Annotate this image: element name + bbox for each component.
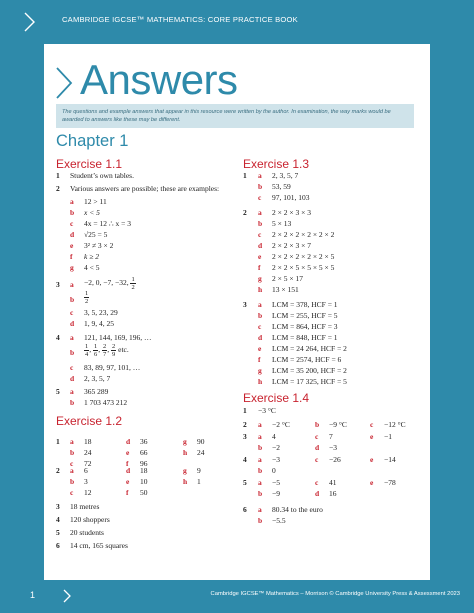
copyright: Cambridge IGCSE™ Mathematics – Morrison © Cambridge University Press & Assessment 2023: [210, 591, 460, 597]
answer: 97, 101, 103: [272, 193, 310, 202]
exercise-1-4-title: Exercise 1.4: [243, 391, 310, 405]
answer: 18 metres: [70, 502, 100, 511]
etc-text: etc.: [118, 345, 129, 355]
q-number: 3: [243, 432, 247, 441]
exercise-1-3-title: Exercise 1.3: [243, 157, 310, 171]
fraction: $\frac{2}{7}$: [103, 343, 107, 358]
part-letter: c: [70, 459, 74, 468]
q-number: 6: [56, 541, 60, 550]
part-letter: c: [70, 488, 74, 497]
answer: LCM = 848, HCF = 1: [272, 333, 338, 342]
part-letter: a: [70, 333, 74, 342]
part-letter: d: [315, 443, 320, 452]
part-letter: f: [70, 252, 73, 261]
page-number: 1: [30, 590, 36, 600]
answer: −1: [384, 432, 392, 441]
part-letter: e: [370, 478, 374, 487]
part-letter: b: [258, 489, 263, 498]
answer: 50: [140, 488, 148, 497]
answer: 9: [197, 466, 201, 475]
part-letter: h: [183, 448, 188, 457]
part-letter: b: [258, 443, 263, 452]
answer: $\frac{1}{4}$ , $\frac{1}{6}$ , $\frac{2}{7}$ , $\frac{2}{9}$ etc.: [85, 343, 129, 358]
answer: 2 × 2 × 5 × 5 × 5 × 5: [272, 263, 335, 272]
answer: 10: [140, 477, 148, 486]
part-letter: b: [70, 348, 75, 357]
q-number: 6: [243, 505, 247, 514]
answer: 80.34 to the euro: [272, 505, 323, 514]
part-letter: e: [70, 241, 74, 250]
chevron-right-icon: [22, 11, 36, 33]
answer: 365 289: [84, 387, 109, 396]
part-letter: b: [70, 208, 75, 217]
answer: 4x = 12 ∴ x = 3: [84, 219, 131, 228]
q-number: 4: [243, 455, 247, 464]
top-banner: [0, 0, 474, 44]
answer: 2, 3, 5, 7: [272, 171, 299, 180]
answer: 2 × 2 × 2 × 2 × 2 × 2: [272, 230, 335, 239]
answer: 20 students: [70, 528, 104, 537]
answer: −5.5: [272, 516, 286, 525]
part-letter: a: [258, 432, 262, 441]
part-letter: d: [126, 466, 131, 475]
q-number: 2: [243, 420, 247, 429]
answer: −2: [272, 443, 280, 452]
q-number: 5: [243, 478, 247, 487]
answer: 72: [84, 459, 92, 468]
q-number: 3: [56, 280, 60, 289]
next-page-chevron-icon[interactable]: [62, 588, 72, 604]
answer: 83, 89, 97, 101, …: [84, 363, 141, 372]
answer: −5: [272, 478, 280, 487]
part-letter: d: [70, 319, 75, 328]
part-letter: g: [183, 466, 187, 475]
answer: 16: [329, 489, 337, 498]
answer: −9 °C: [329, 420, 347, 429]
part-letter: a: [70, 466, 74, 475]
answer: LCM = 255, HCF = 5: [272, 311, 338, 320]
answer: √25 = 5: [84, 230, 108, 239]
part-letter: a: [258, 300, 262, 309]
part-letter: f: [126, 488, 129, 497]
answer: −2, 0, −7, −32, $\frac{1}{2}$: [84, 276, 135, 291]
part-letter: d: [315, 489, 320, 498]
answer: Various answers are possible; these are examples:: [70, 184, 220, 193]
q-number: 2: [243, 208, 247, 217]
part-letter: a: [258, 505, 262, 514]
chapter-title: Chapter 1: [56, 132, 129, 150]
answer: [84, 290, 89, 305]
exercise-1-2-title: Exercise 1.2: [56, 414, 123, 428]
part-letter: b: [70, 477, 75, 486]
q-number: 5: [56, 387, 60, 396]
answer: −26: [329, 455, 341, 464]
part-letter: b: [258, 311, 263, 320]
q-number: 3: [56, 502, 60, 511]
answer: 2 × 2 × 3 × 3: [272, 208, 311, 217]
part-letter: a: [70, 197, 74, 206]
author-note: The questions and example answers that appear in this resource were written by the author. In examination, the way marks would be awarded to answers like these may be different.: [56, 104, 414, 128]
answer: 18: [84, 437, 92, 446]
part-letter: b: [258, 466, 263, 475]
answer: 13 × 151: [272, 285, 299, 294]
part-letter: c: [370, 420, 374, 429]
q-number: 5: [56, 528, 60, 537]
answer: 0: [272, 466, 276, 475]
answer: 4 < 5: [84, 263, 100, 272]
q-number: 1: [243, 406, 247, 415]
q-number: 2: [56, 466, 60, 475]
part-letter: a: [70, 280, 74, 289]
answer: 14 cm, 165 squares: [70, 541, 128, 550]
answer: x < 5: [84, 208, 100, 217]
page-heading: Answers: [80, 56, 238, 103]
answer: −9: [272, 489, 280, 498]
answer: 36: [140, 437, 148, 446]
part-letter: d: [70, 230, 75, 239]
answer: 3: [84, 477, 88, 486]
part-letter: g: [258, 274, 262, 283]
chevron-right-icon: [54, 66, 74, 100]
part-letter: e: [370, 432, 374, 441]
part-letter: e: [370, 455, 374, 464]
part-letter: c: [315, 432, 319, 441]
answer: 96: [140, 459, 148, 468]
answer: −2 °C: [272, 420, 290, 429]
q-number: 3: [243, 300, 247, 309]
answer: LCM = 864, HCF = 3: [272, 322, 338, 331]
part-letter: c: [258, 230, 262, 239]
part-letter: f: [126, 459, 129, 468]
answer: 53, 59: [272, 182, 291, 191]
part-letter: d: [258, 333, 263, 342]
part-letter: b: [258, 182, 263, 191]
answer: 18: [140, 466, 148, 475]
q-number: 1: [56, 171, 60, 180]
answer: 5 × 13: [272, 219, 292, 228]
answer: 1, 9, 4, 25: [84, 319, 114, 328]
part-letter: b: [70, 398, 75, 407]
part-letter: c: [315, 478, 319, 487]
fraction: $\frac{2}{9}$: [112, 343, 116, 358]
answer: k ≥ 2: [84, 252, 99, 261]
part-letter: e: [258, 344, 262, 353]
part-letter: e: [126, 477, 130, 486]
q-number: 1: [243, 171, 247, 180]
part-letter: a: [258, 455, 262, 464]
answer: 12 > 11: [84, 197, 107, 206]
part-letter: h: [183, 477, 188, 486]
part-letter: g: [183, 437, 187, 446]
part-letter: a: [258, 420, 262, 429]
part-letter: b: [258, 516, 263, 525]
book-title: CAMBRIDGE IGCSE™ MATHEMATICS: CORE PRACTICE BOOK: [62, 15, 298, 24]
part-letter: c: [258, 322, 262, 331]
answer: −14: [384, 455, 396, 464]
part-letter: a: [70, 387, 74, 396]
answer: 2 × 5 × 17: [272, 274, 303, 283]
part-letter: b: [70, 295, 75, 304]
fraction: $\frac{1}{4}$: [85, 343, 89, 358]
q-number: 4: [56, 515, 60, 524]
answer: −3 °C: [258, 406, 276, 415]
answer: LCM = 378, HCF = 1: [272, 300, 338, 309]
part-letter: f: [258, 355, 261, 364]
part-letter: f: [258, 263, 261, 272]
part-letter: g: [70, 263, 74, 272]
answer: 3² ≠ 3 × 2: [84, 241, 114, 250]
answer: 6: [84, 466, 88, 475]
part-letter: d: [258, 241, 263, 250]
part-letter: h: [258, 377, 263, 386]
fraction: $\frac{1}{2}$: [131, 276, 135, 291]
part-letter: g: [258, 366, 262, 375]
answer: 2 × 2 × 2 × 2 × 2 × 5: [272, 252, 335, 261]
answer: 4: [272, 432, 276, 441]
answer: 3, 5, 23, 29: [84, 308, 118, 317]
part-letter: c: [70, 308, 74, 317]
part-letter: c: [70, 219, 74, 228]
answer: LCM = 2574, HCF = 6: [272, 355, 342, 364]
answer: 24: [197, 448, 205, 457]
fraction: $\frac{1}{2}$: [85, 290, 89, 305]
part-letter: c: [315, 455, 319, 464]
part-letter: a: [258, 208, 262, 217]
part-letter: b: [70, 448, 75, 457]
answer: 7: [329, 432, 333, 441]
exercise-1-1-title: Exercise 1.1: [56, 157, 123, 171]
answer: 41: [329, 478, 337, 487]
answer: 2 × 2 × 3 × 7: [272, 241, 311, 250]
answer: 66: [140, 448, 148, 457]
answer: 90: [197, 437, 205, 446]
part-letter: e: [258, 252, 262, 261]
part-letter: b: [315, 420, 320, 429]
answer: 1: [197, 477, 201, 486]
answer: −3: [329, 443, 337, 452]
answer: 2, 3, 5, 7: [84, 374, 111, 383]
footer: [0, 580, 474, 613]
answer: LCM = 35 200, HCF = 2: [272, 366, 347, 375]
answer: −78: [384, 478, 396, 487]
answer: 1 703 473 212: [84, 398, 128, 407]
part-letter: a: [258, 478, 262, 487]
q-number: 1: [56, 437, 60, 446]
answer: −3: [272, 455, 280, 464]
part-letter: a: [70, 437, 74, 446]
answer: LCM = 24 264, HCF = 2: [272, 344, 347, 353]
answer: Student’s own tables.: [70, 171, 134, 180]
answer: 120 shoppers: [70, 515, 110, 524]
answer: −12 °C: [384, 420, 406, 429]
answer: 121, 144, 169, 196, …: [84, 333, 152, 342]
part-letter: b: [258, 219, 263, 228]
q-number: 4: [56, 333, 60, 342]
answer: LCM = 17 325, HCF = 5: [272, 377, 347, 386]
answer: 24: [84, 448, 92, 457]
q-number: 2: [56, 184, 60, 193]
part-letter: h: [258, 285, 263, 294]
part-letter: d: [70, 374, 75, 383]
part-letter: a: [258, 171, 262, 180]
fraction: $\frac{1}{6}$: [94, 343, 98, 358]
part-letter: c: [258, 193, 262, 202]
part-letter: c: [70, 363, 74, 372]
part-letter: e: [126, 448, 130, 457]
answer: 12: [84, 488, 92, 497]
part-letter: d: [126, 437, 131, 446]
